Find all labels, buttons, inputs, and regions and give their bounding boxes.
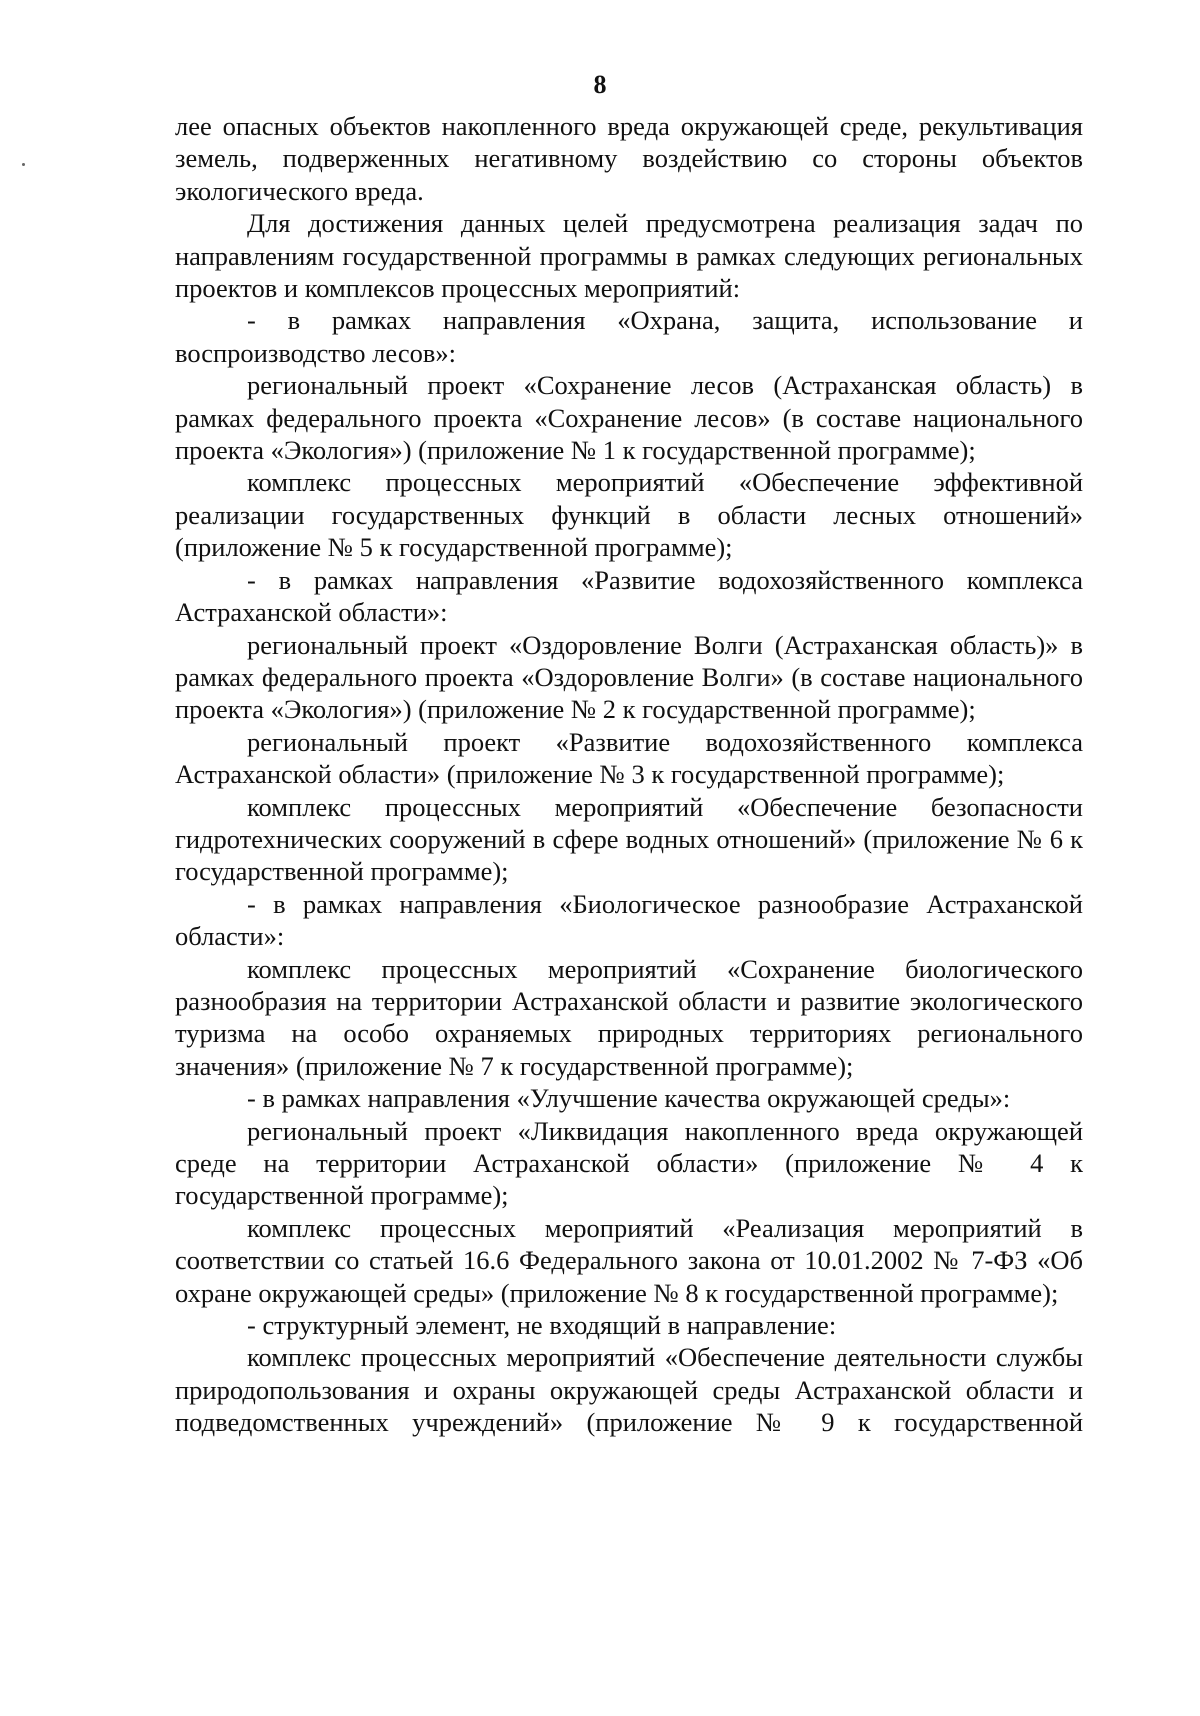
paragraph-9: комплекс процессных мероприятий «Обеспечение безопасности гидротехнических сооружений в сфере водных отношений» (приложение № 6 к государственной программе);: [175, 791, 1083, 887]
document-body: [175, 110, 1083, 1439]
paragraph-3: - в рамках направления «Охрана, защита, использование и воспроизводство лесов»:: [175, 305, 1083, 368]
paragraph-11: комплекс процессных мероприятий «Сохранение биологического разнообразия на территории Астраханской области и развитие экологического туризма на особо охраняемых природных территориях регионального значения» (приложение № 7 к государственной программе);: [175, 953, 1083, 1081]
paragraph-4: региональный проект «Сохранение лесов (Астраханская область) в рамках федерального проекта «Сохранение лесов» (в составе национального проекта «Экология») (приложение № 1 к государственной программе);: [175, 370, 1083, 466]
paragraph-1: лее опасных объектов накопленного вреда окружающей среде, рекультивация земель, подверженных негативному воздействию со стороны объектов экологического вреда.: [175, 111, 1083, 206]
paragraph-5: комплекс процессных мероприятий «Обеспечение эффективной реализации государственных функций в области лесных отношений» (приложение № 5 к государственной программе);: [175, 467, 1083, 563]
paragraph-15: - структурный элемент, не входящий в направление:: [247, 1310, 837, 1341]
page-number: 8: [593, 70, 607, 99]
paragraph-10: - в рамках направления «Биологическое разнообразие Астраханской области»:: [175, 888, 1083, 952]
paragraph-2: Для достижения данных целей предусмотрена реализация задач по направлениям государственной программы в рамках следующих региональных проектов и комплексов процессных мероприятий:: [175, 208, 1083, 304]
paragraph-12: - в рамках направления «Улучшение качества окружающей среды»:: [247, 1083, 1011, 1114]
paragraph-8: региональный проект «Развитие водохозяйственного комплекса Астраханской области» (приложение № 3 к государственной программе);: [175, 726, 1083, 790]
paragraph-7: региональный проект «Оздоровление Волги (Астраханская область)» в рамках федерального проекта «Оздоровление Волги» (в составе национального проекта «Экология») (приложение № 2 к государственной программе);: [175, 629, 1083, 725]
paragraph-16: комплекс процессных мероприятий «Обеспечение деятельности службы природопользования и охраны окружающей среды Астраханской области и подведомственных учреждений» (приложение № 9 к государственной: [175, 1342, 1083, 1438]
scan-speck: [22, 163, 25, 166]
paragraph-14: комплекс процессных мероприятий «Реализация мероприятий в соответствии со статьей 16.6 Федерального закона от 10.01.2002 № 7-ФЗ «Об охране окружающей среды» (приложение № 8 к государственной программе);: [175, 1212, 1083, 1308]
paragraph-13: региональный проект «Ликвидация накопленного вреда окружающей среде на территории Астраханской области» (приложение № 4 к государственной программе);: [175, 1115, 1083, 1211]
paragraph-6: - в рамках направления «Развитие водохозяйственного комплекса Астраханской области»:: [175, 564, 1083, 628]
